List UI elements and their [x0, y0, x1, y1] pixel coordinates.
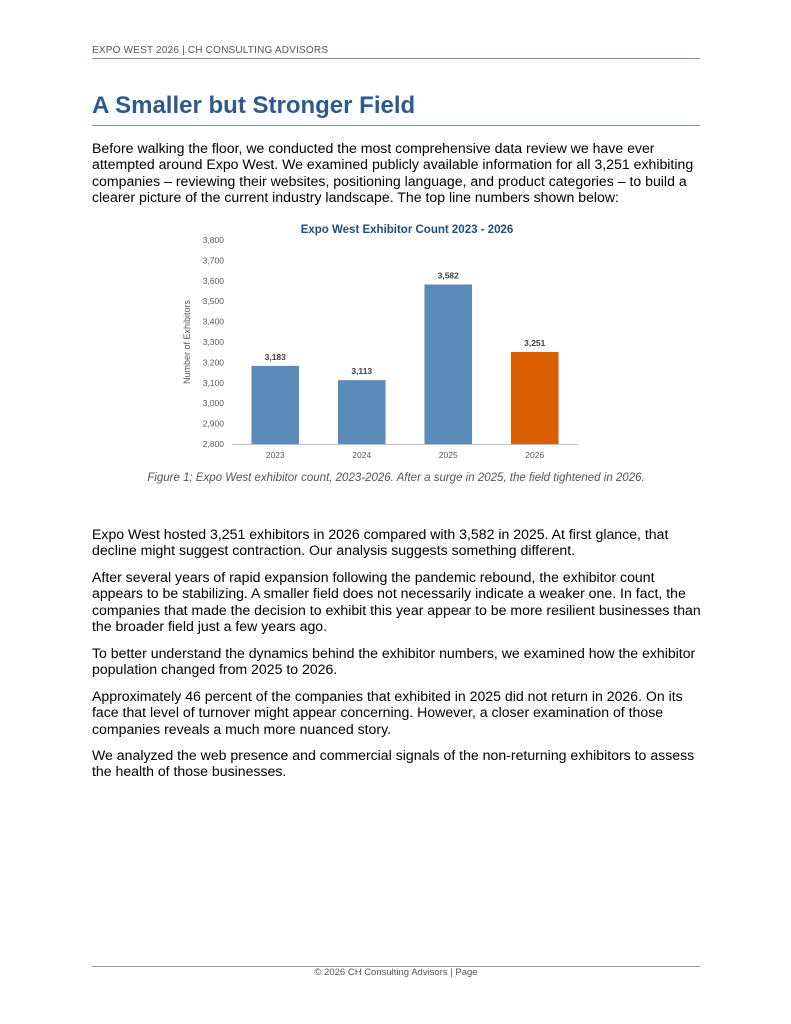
y-tick-label: 3,400 [202, 316, 224, 327]
bar-2025 [424, 284, 472, 444]
body-paragraph: To better understand the dynamics behind the exhibitor numbers, we examined how the exhibitor population changed from 2025 to 2026. [92, 645, 696, 678]
running-header: EXPO WEST 2026 | CH CONSULTING ADVISORS [92, 45, 700, 59]
data-label-2024: 3,113 [351, 366, 373, 377]
body-paragraph: After several years of rapid expansion following the pandemic rebound, the exhibitor count appears to be stabilizing. A smaller field does not necessarily indicate a weaker one. In fact, the companies that made the decision to exhibit this year appear to be more resilient businesses than the broader field just a few years ago. [92, 569, 701, 634]
data-label-2026: 3,251 [524, 337, 546, 348]
x-tick-label: 2023 [265, 450, 285, 460]
y-axis-ticks [203, 235, 225, 449]
section-title: A Smaller but Stronger Field [92, 91, 700, 126]
bar-2024 [338, 380, 386, 444]
chart-title: Expo West Exhibitor Count 2023 - 2026 [300, 224, 514, 236]
page-footer: © 2026 CH Consulting Advisors | Page [314, 967, 478, 978]
y-tick-label: 2,800 [202, 439, 224, 449]
exhibitor-count-chart [170, 215, 590, 465]
y-tick-label: 3,000 [202, 398, 224, 409]
data-label-2025: 3,582 [437, 270, 459, 281]
y-tick-label: 3,300 [202, 337, 224, 347]
bar-2023 [251, 366, 299, 444]
y-tick-label: 3,100 [202, 377, 224, 388]
body-paragraph: Approximately 46 percent of the companies that exhibited in 2025 did not return in 2026. On its face that level of turnover might appear concerning. However, a closer examination of those companies reveals a much more nuanced story. [92, 688, 683, 737]
chart-svg [170, 215, 590, 465]
body-paragraph: We analyzed the web presence and commercial signals of the non-returning exhibitors to assess the health of those businesses. [92, 747, 695, 780]
x-axis-ticks [266, 450, 545, 460]
y-tick-label: 3,800 [202, 235, 224, 245]
y-tick-label: 3,200 [202, 357, 224, 368]
data-label-2023: 3,183 [264, 351, 286, 362]
y-tick-label: 3,500 [202, 296, 224, 307]
y-tick-label: 2,900 [202, 418, 224, 429]
bar-series [251, 284, 558, 444]
bar-2026 [511, 352, 559, 444]
body-paragraph: Expo West hosted 3,251 exhibitors in 2026 compared with 3,582 in 2025. At first glance, that decline might suggest contraction. Our analysis suggests something different. [92, 526, 669, 559]
chart-y-axis-label: Number of Exhibitors [182, 299, 192, 385]
bar-data-labels [265, 270, 546, 376]
y-tick-label: 3,700 [202, 255, 224, 266]
figure-caption: Figure 1: Expo West exhibitor count, 2023-2026. After a surge in 2025, the field tightened in 2026. [147, 472, 645, 484]
x-tick-label: 2026 [525, 450, 545, 460]
intro-paragraph: Before walking the floor, we conducted the most comprehensive data review we have ever attempted around Expo West. We examined publicly available information for all 3,251 exhibiting companies – reviewing their websites, positioning language, and product categories – to build a clearer picture of the current industry landscape. The top line numbers shown below: [92, 140, 694, 205]
y-tick-label: 3,600 [202, 275, 224, 286]
x-tick-label: 2025 [438, 450, 458, 460]
x-tick-label: 2024 [352, 450, 372, 460]
